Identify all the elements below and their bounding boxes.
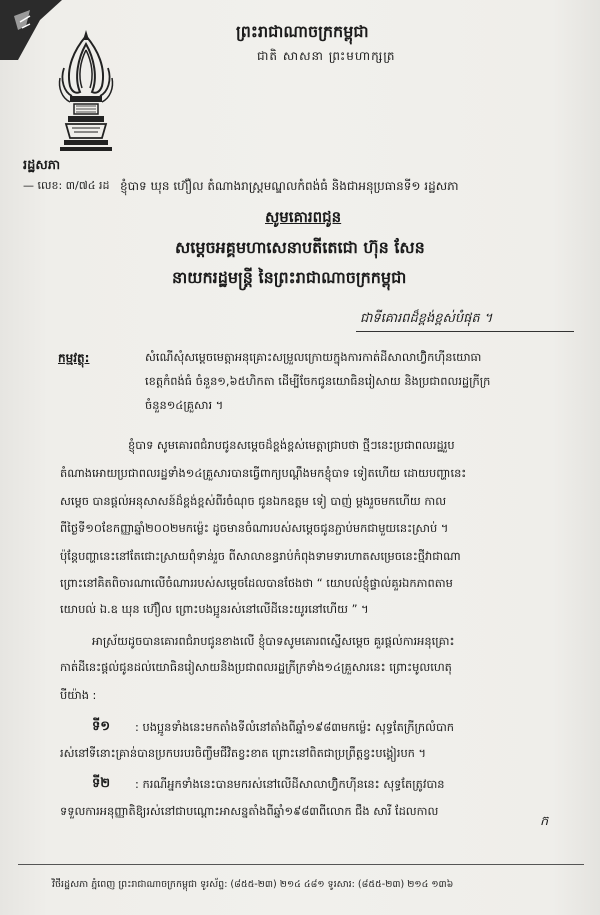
item-line: ទទួលការអនុញ្ញាតិឱ្យរស់នៅជាបណ្តោះអាសន្នតាំងពីឆ្នាំ១៩៨៣ពីលោក ជឹង សារី ដែលកាល [60, 804, 439, 818]
salutation-divider [356, 331, 574, 332]
subject-line: សំណើសុំសម្តេចមេត្តាអនុគ្រោះសម្រួលក្រោយក្នុងការកាត់ដីសាលាហ៊្វិកហ៊ីនយោធា [145, 350, 482, 364]
assembly-emblem-icon [56, 28, 116, 153]
issuer-name: រដ្ឋសភា [23, 158, 61, 173]
item-line: : បងប្អូនទាំងនេះមកតាំងទីលំនៅតាំងពីឆ្នាំ១៩៨៣មកម្ល៉េះ សុទ្ធតែក្រីក្រលំបាក [135, 720, 455, 734]
body-line: ពីថ្ងៃទី១០ខែកញ្ញាឆ្នាំ២០០២មកម្ល៉េះ ដូចមានចំណារបស់សម្តេចជូនភ្ជាប់មកជាមួយនេះស្រាប់ ។ [60, 521, 449, 535]
footer-address: វិថីរដ្ឋសភា ភ្នំពេញ ព្រះរាជាណាចក្រកម្ពុជា ទូរស័ព្ទ: (៨៥៥-២៣) ២១៤ ៤៨១ ទូរសារ: (៨៥៥-២៣) ២១៤ ១៣៦ [52, 879, 454, 890]
body-line: យោបល់ ឯ.ឧ ឃុន ហ៊ឿល ព្រោះបងប្អូនរស់នៅលើដីនេះយូរនៅហើយ ” ។ [60, 602, 369, 616]
item-line: រស់នៅទីនោះគ្រាន់បានប្រកបរបរចិញ្ចឹមជីវិតខ្វះខាត ព្រោះនៅពិតជាប្រព្រឹត្តខ្វះបង្គៀរបក ។ [60, 746, 427, 760]
subject-line: ចំនួន១៤គ្រួសារ ។ [145, 398, 224, 412]
addressee-name: សម្តេចអគ្គមហាសេនាបតីតេជោ ហ៊ុន សែន [175, 238, 425, 257]
addressee-title: នាយករដ្ឋមន្ត្រី នៃព្រះរាជាណាចក្រកម្ពុជា [172, 268, 407, 287]
salutation: ជាទីគោរពដ៏ខ្ពង់ខ្ពស់បំផុត ។ [360, 311, 493, 326]
item-label: ទី១ [92, 719, 111, 734]
item-label: ទី២ [92, 776, 111, 791]
reference-number: — លេខ: ៣/៧៤ រដ [23, 179, 110, 192]
national-motto: ជាតិ សាសនា ព្រះមហាក្សត្រ [257, 49, 396, 63]
handwritten-mark: ក [540, 814, 549, 829]
item-line: : ករណីអ្នកទាំងនេះបានមករស់នៅលើដីសាលាហ៊្វិកហ៊ីននេះ សុទ្ធតែត្រូវបាន [135, 777, 445, 791]
respectfully-to-heading: សូមគោរពជូន [265, 208, 342, 226]
body-line: អាស្រ័យដូចបានគោរពជំរាបជូនខាងលើ ខ្ញុំបាទសូមគោរពស្នើសម្តេច គួរផ្តល់ការអនុគ្រោះ [92, 634, 455, 648]
kingdom-title: ព្រះរាជាណាចក្រកម្ពុជា [236, 22, 369, 41]
body-line: សម្តេច បានផ្តល់អនុសាសន៍ដ៏ខ្ពង់ខ្ពស់ពីរចំណុច ជូនឯកឧត្តម ទៀ បាញ់ ម្តងរួចមកហើយ កាល [60, 494, 447, 508]
footer-divider [18, 864, 584, 865]
body-line: ខ្ញុំបាទ សូមគោរពជំរាបជូនសម្តេចដ៏ខ្ពង់ខ្ពស់មេត្តាជ្រាបថា ថ្មីៗនេះប្រជាពលរដ្ឋរួប [128, 438, 455, 452]
body-line: តំណាងអោយប្រជាពលរដ្ឋទាំង១៤គ្រួសារបានធ្វើពាក្យបណ្តឹងមកខ្ញុំបាទ ទៀតហើយ ដោយបញ្ហានេះ [60, 466, 467, 480]
body-line: ព្រោះនៅគិតពិចារណាលើចំណាររបស់សម្តេចដែលបានថែងថា “ យោបល់ខ្ញុំផ្ទាល់គួរឯកភាពតាម [60, 576, 453, 590]
body-line: ប៉ុន្តែបញ្ហានេះនៅតែជោះស្រាយពុំទាន់រួច ពីសាលាខន្ធរាប់កំពុងទាមទារហាតសម្រេចនេះថ្មីវាជាណា [60, 549, 461, 563]
sender-line: ខ្ញុំបាទ ឃុន ហ៊ឿល តំណាងរាស្ត្រមណ្ឌលកំពង់ធំ និងជាអនុប្រធានទី១ រដ្ឋសភា [120, 179, 459, 193]
corner-stamp-icon [0, 0, 62, 60]
body-line: បីយ៉ាង : [60, 688, 97, 702]
subject-label: កម្មវត្ថុ: [58, 351, 90, 365]
subject-line: ខេត្តកំពង់ធំ ចំនួន១,៦៥ហិកតា ដើម្បីចែកជូនយោធិនរៀសាយ និងប្រជាពលរដ្ឋក្រីក្រ [145, 374, 491, 388]
body-line: កាត់ដីនេះផ្តល់ជូនដល់យោធិនរៀសាយនិងប្រជាពលរដ្ឋក្រីក្រទាំង១៤គ្រួសារនេះ ព្រោះមូលហេតុ [60, 660, 452, 674]
